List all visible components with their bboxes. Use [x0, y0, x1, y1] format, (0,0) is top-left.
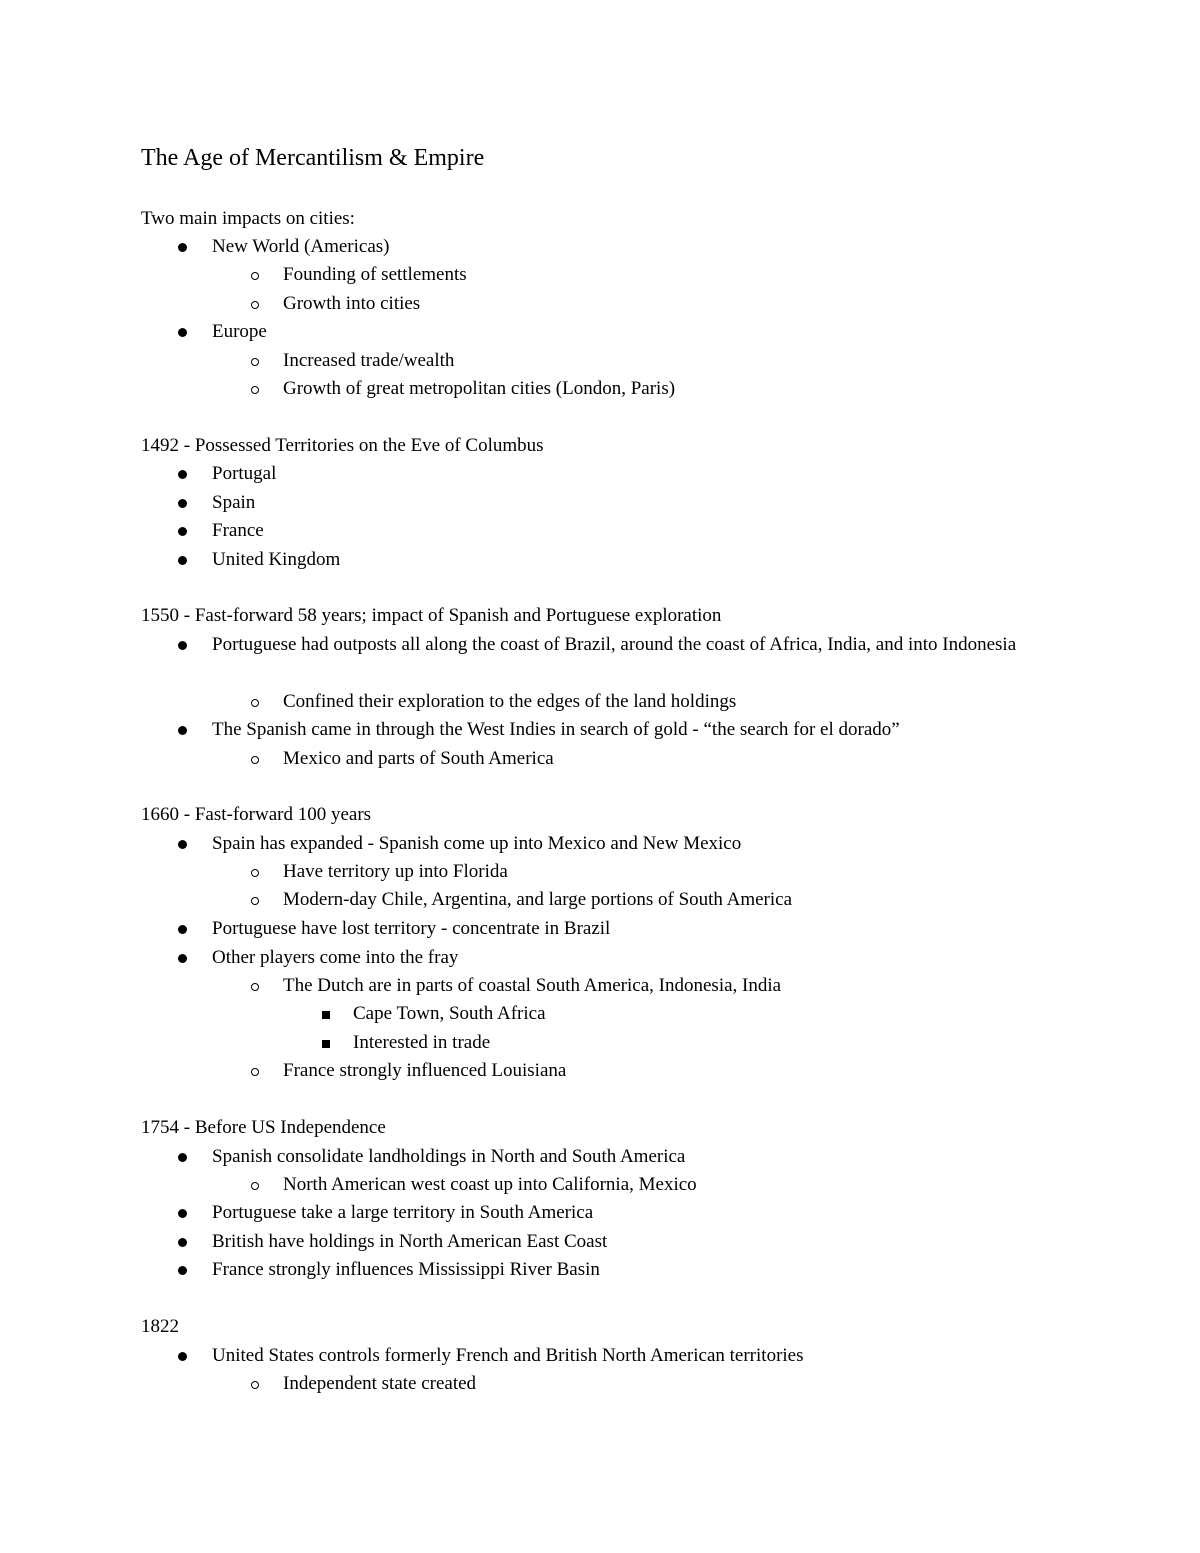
section-heading-1550: 1550 - Fast-forward 58 years; impact of Spanish and Portuguese exploration [141, 605, 722, 626]
bullet-circle [245, 1171, 265, 1199]
list-item: Spanish consolidate landholdings in North and South America [212, 1146, 686, 1167]
list-item: Growth into cities [283, 293, 421, 314]
bullet-disc [172, 1143, 192, 1171]
section-heading-1754: 1754 - Before US Independence [141, 1117, 386, 1138]
list-item: Portugal [212, 463, 277, 484]
bullet-disc [172, 915, 192, 943]
list-item: France strongly influenced Louisiana [283, 1060, 567, 1081]
bullet-circle [245, 858, 265, 886]
bullet-disc [172, 489, 192, 517]
bullet-disc [172, 1228, 192, 1256]
list-item: Founding of settlements [283, 264, 467, 285]
bullet-circle [245, 375, 265, 403]
bullet-disc [172, 944, 192, 972]
page-title: The Age of Mercantilism & Empire [141, 145, 485, 171]
list-item: United Kingdom [212, 549, 341, 570]
section-heading-1492: 1492 - Possessed Territories on the Eve of Columbus [141, 435, 544, 456]
bullet-disc [172, 1342, 192, 1370]
list-item: Europe [212, 321, 267, 342]
list-item: Portuguese had outposts all along the coast of Brazil, around the coast of Africa, India, and into Indonesia [212, 634, 1017, 655]
list-item: New World (Americas) [212, 236, 390, 257]
bullet-circle [245, 688, 265, 716]
bullet-disc [172, 1256, 192, 1284]
list-item: British have holdings in North American East Coast [212, 1231, 608, 1252]
list-item: France [212, 520, 264, 541]
bullet-circle [245, 1370, 265, 1398]
bullet-disc [172, 460, 192, 488]
list-item: France strongly influences Mississippi River Basin [212, 1259, 600, 1280]
list-item: Increased trade/wealth [283, 350, 455, 371]
list-item: Growth of great metropolitan cities (London, Paris) [283, 378, 676, 399]
bullet-disc [172, 233, 192, 261]
list-item: Mexico and parts of South America [283, 748, 554, 769]
list-item: Have territory up into Florida [283, 861, 508, 882]
list-item: Independent state created [283, 1373, 477, 1394]
list-item: Modern-day Chile, Argentina, and large portions of South America [283, 889, 793, 910]
list-item: The Spanish came in through the West Indies in search of gold - “the search for el dorado” [212, 719, 900, 740]
list-item: Portuguese take a large territory in South America [212, 1202, 594, 1223]
list-item: Interested in trade [353, 1032, 491, 1053]
bullet-square [316, 1000, 336, 1028]
bullet-disc [172, 631, 192, 659]
bullet-square [316, 1029, 336, 1057]
bullet-disc [172, 830, 192, 858]
list-item: Spain [212, 492, 256, 513]
bullet-disc [172, 1199, 192, 1227]
bullet-circle [245, 347, 265, 375]
bullet-circle [245, 1057, 265, 1085]
list-item: United States controls formerly French and British North American territories [212, 1345, 804, 1366]
list-item: Portuguese have lost territory - concentrate in Brazil [212, 918, 611, 939]
list-item: Spain has expanded - Spanish come up into Mexico and New Mexico [212, 833, 742, 854]
list-item: Confined their exploration to the edges of the land holdings [283, 691, 737, 712]
section-heading-1660: 1660 - Fast-forward 100 years [141, 804, 372, 825]
bullet-circle [245, 261, 265, 289]
bullet-disc [172, 517, 192, 545]
bullet-disc [172, 546, 192, 574]
list-item: Cape Town, South Africa [353, 1003, 546, 1024]
bullet-circle [245, 290, 265, 318]
bullet-circle [245, 745, 265, 773]
section-heading-1822: 1822 [141, 1316, 179, 1337]
bullet-disc [172, 318, 192, 346]
list-item: Other players come into the fray [212, 947, 459, 968]
bullet-circle [245, 972, 265, 1000]
list-item: North American west coast up into California, Mexico [283, 1174, 697, 1195]
section-heading-intro: Two main impacts on cities: [141, 208, 355, 229]
bullet-circle [245, 886, 265, 914]
bullet-disc [172, 716, 192, 744]
list-item: The Dutch are in parts of coastal South America, Indonesia, India [283, 975, 782, 996]
